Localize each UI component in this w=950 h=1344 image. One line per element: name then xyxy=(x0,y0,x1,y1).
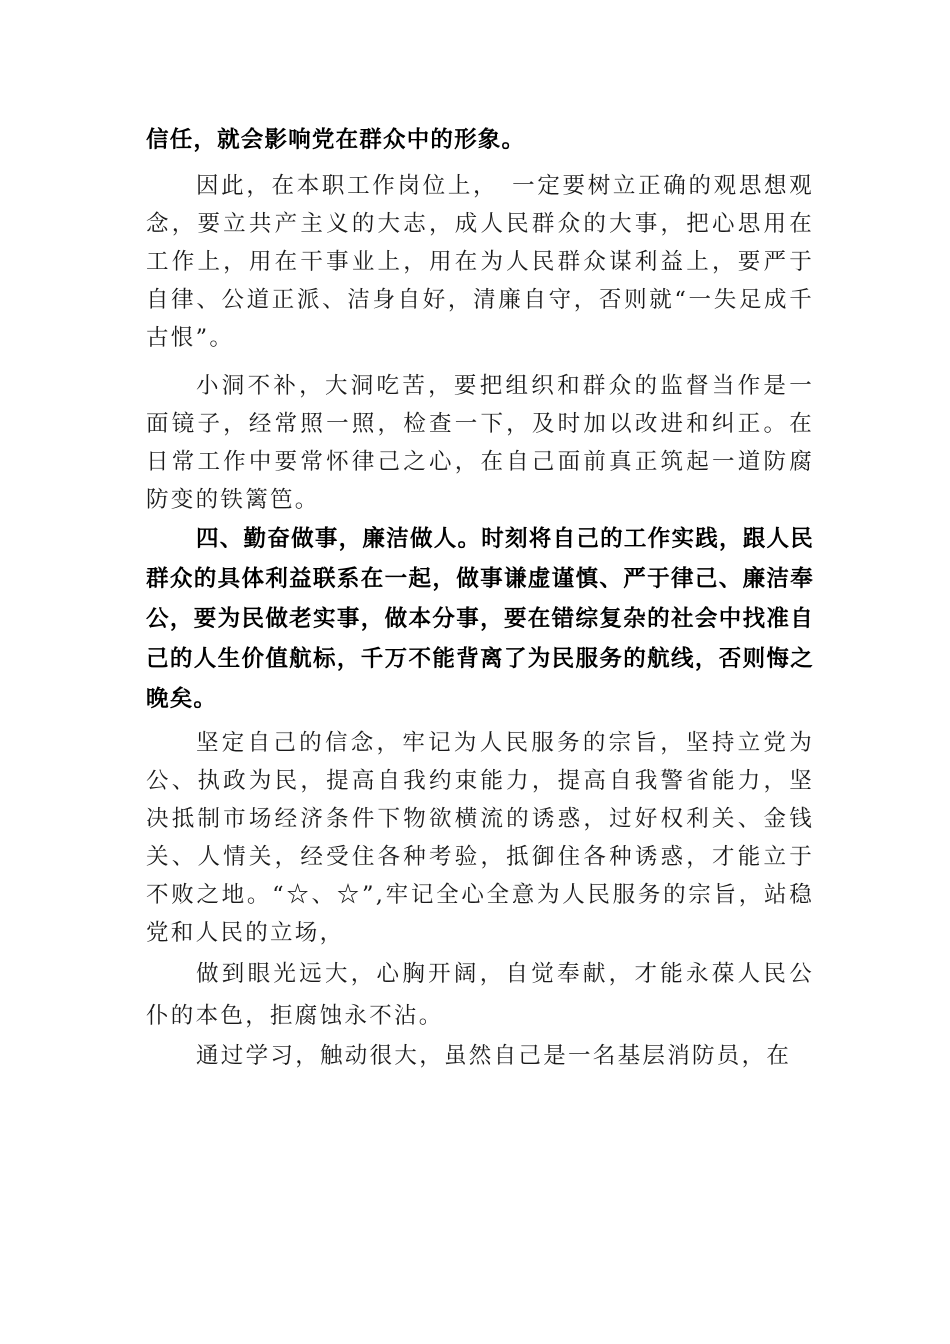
section-heading-four: 四、勤奋做事，廉洁做人。时刻将自己的工作实践，跟人民群众的具体利益联系在一起，做事谦虚谨慎、严于律己、廉洁奉公，要为民做老实事，做本分事，要在错综复杂的社会中找准自己的人生价值航标，千万不能背离了为民服务的航线，否则悔之晚矣。 xyxy=(146,526,814,712)
paragraph-study: 通过学习，触动很大，虽然自己是一名基层消防员，在 xyxy=(196,1043,792,1069)
paragraph-belief: 坚定自己的信念，牢记为人民服务的宗旨，坚持立党为公、执政为民，提高自我约束能力，提高自我警省能力，坚决抵制市场经济条件下物欲横流的诱惑，过好权利关、金钱关、人情关，经受住各种考验，抵御住各种诱惑，才能立于不败之地。“☆、☆”,牢记全心全意为人民服务的宗旨，站稳党和人民的立场， xyxy=(146,730,814,946)
paragraph-vision: 做到眼光远大，心胸开阔，自觉奉献，才能永葆人民公仆的本色，拒腐蚀永不沾。 xyxy=(146,961,814,1029)
paragraph-continuation: 信任，就会影响党在群众中的形象。 xyxy=(146,127,526,153)
paragraph-position: 因此，在本职工作岗位上， 一定要树立正确的观思想观念，要立共产主义的大志，成人民群众的大事，把心思用在工作上，用在干事业上，用在为人民群众谋利益上，要严于自律、公道正派、洁身自好，清廉自守，否则就“一失足成千古恨”。 xyxy=(146,173,814,351)
paragraph-supervision: 小洞不补，大洞吃苦，要把组织和群众的监督当作是一面镜子，经常照一照，检查一下，及时加以改进和纠正。在日常工作中要常怀律己之心，在自己面前真正筑起一道防腐防变的铁篱笆。 xyxy=(146,373,814,513)
